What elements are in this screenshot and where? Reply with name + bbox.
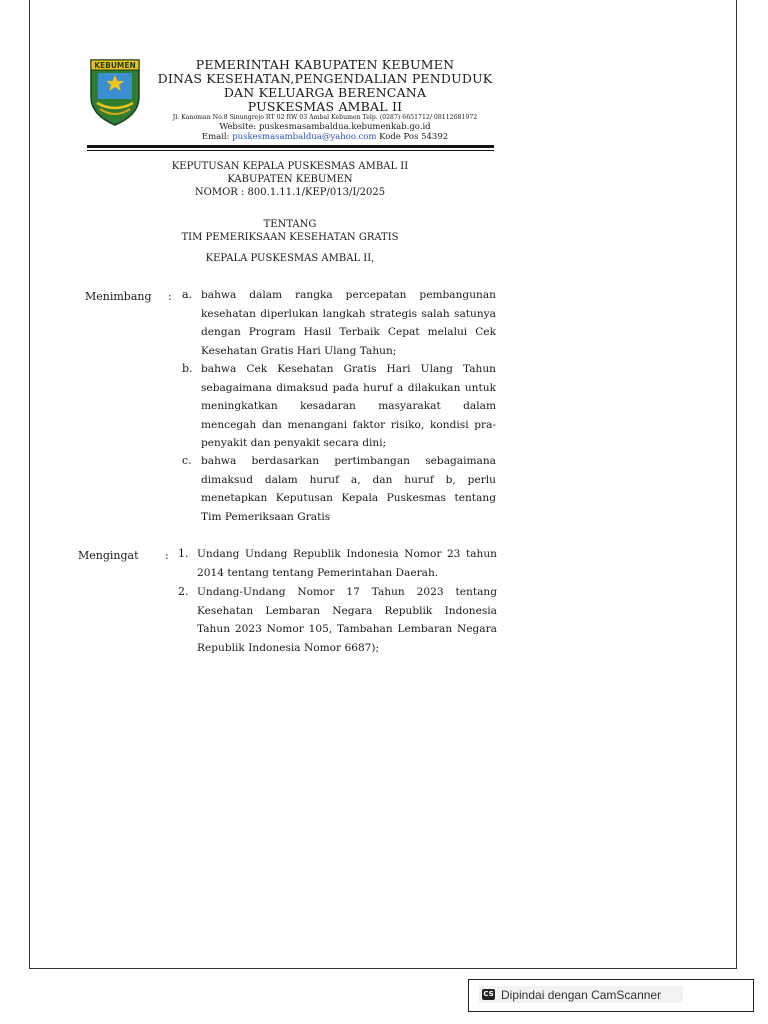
email-label: Email: (201, 132, 230, 142)
letterhead-line-2: DINAS KESEHATAN,PENGENDALIAN PENDUDUK (157, 71, 493, 86)
letterhead-email-row (150, 132, 500, 142)
menimbang-label: Menimbang (85, 290, 152, 303)
logo-text: KEBUMEN (94, 61, 136, 70)
camscanner-inner (479, 986, 683, 1003)
mengingat-label: Mengingat (78, 549, 139, 562)
postal-code: Kode Pos 54392 (379, 132, 449, 142)
camscanner-label: Dipindai dengan CamScanner (501, 987, 662, 1002)
decree-title: KEPUTUSAN KEPALA PUSKESMAS AMBAL II (171, 161, 409, 172)
decree-issuer: KEPALA PUSKESMAS AMBAL II, (205, 253, 375, 264)
letterhead-website: Website: puskesmasambaldua.kebumenkab.go.id (219, 122, 431, 132)
decree-number: NOMOR : 800.1.11.1/KEP/013/I/2025 (194, 187, 386, 198)
letterhead-address: Jl. Kanoman No.8 Sinungrejo RT 02 RW 03 Ambal Kebumen Telp. (0287) 6651712/ 08112681972 (172, 114, 478, 121)
letterhead-line-4: PUSKESMAS AMBAL II (247, 99, 403, 114)
mengingat-item-2: Undang-Undang Nomor 17 Tahun 2023 tentang Kesehatan Lembaran Negara Republik Indonesia Tahun 2023 Nomor 105, Tambahan Lembaran Negara Republik Indonesia Nomor 6687); (197, 586, 497, 654)
email-link[interactable]: puskesmasambaldua@yahoo.com (232, 132, 377, 142)
menimbang-item-a: bahwa dalam rangka percepatan pembangunan kesehatan diperlukan langkah strategis salah satunya dengan Program Hasil Terbaik Cepat melalui Cek Kesehatan Gratis Hari Ulang Tahun; (201, 289, 496, 357)
letterhead (150, 58, 500, 142)
camscanner-badge (468, 979, 754, 1012)
mengingat-marker-1: 1. (178, 547, 189, 560)
menimbang-marker-c: c. (182, 454, 192, 467)
letterhead-line-1: PEMERINTAH KABUPATEN KEBUMEN (195, 57, 455, 72)
mengingat-colon: : (165, 549, 169, 562)
decree-about: TENTANG (263, 219, 317, 230)
letterhead-divider-thin (87, 150, 494, 151)
letterhead-divider (87, 145, 494, 148)
decree-subject: TIM PEMERIKSAAN KESEHATAN GRATIS (181, 232, 399, 243)
menimbang-colon: : (168, 290, 172, 303)
menimbang-item-b: bahwa Cek Kesehatan Gratis Hari Ulang Tahun sebagaimana dimaksud pada huruf a dilakukan untuk meningkatkan kesadaran masyarakat dalam mencegah dan menangani faktor risiko, kondisi pra-penyakit dan penyakit secara dini; (201, 363, 496, 449)
kebumen-regency-logo (88, 57, 142, 127)
menimbang-marker-a: a. (182, 288, 193, 301)
letterhead-line-3: DAN KELUARGA BERENCANA (223, 85, 427, 100)
menimbang-marker-b: b. (182, 362, 193, 375)
camscanner-icon: CS (483, 990, 494, 998)
mengingat-marker-2: 2. (178, 585, 189, 598)
menimbang-item-c: bahwa berdasarkan pertimbangan sebagaimana dimaksud dalam huruf a, dan huruf b, perlu menetapkan Keputusan Kepala Puskesmas tentang Tim Pemeriksaan Gratis (201, 455, 496, 523)
mengingat-item-1: Undang Undang Republik Indonesia Nomor 23 tahun 2014 tentang tentang Pemerintahan Daerah. (197, 548, 497, 579)
decree-regency: KABUPATEN KEBUMEN (227, 174, 353, 185)
